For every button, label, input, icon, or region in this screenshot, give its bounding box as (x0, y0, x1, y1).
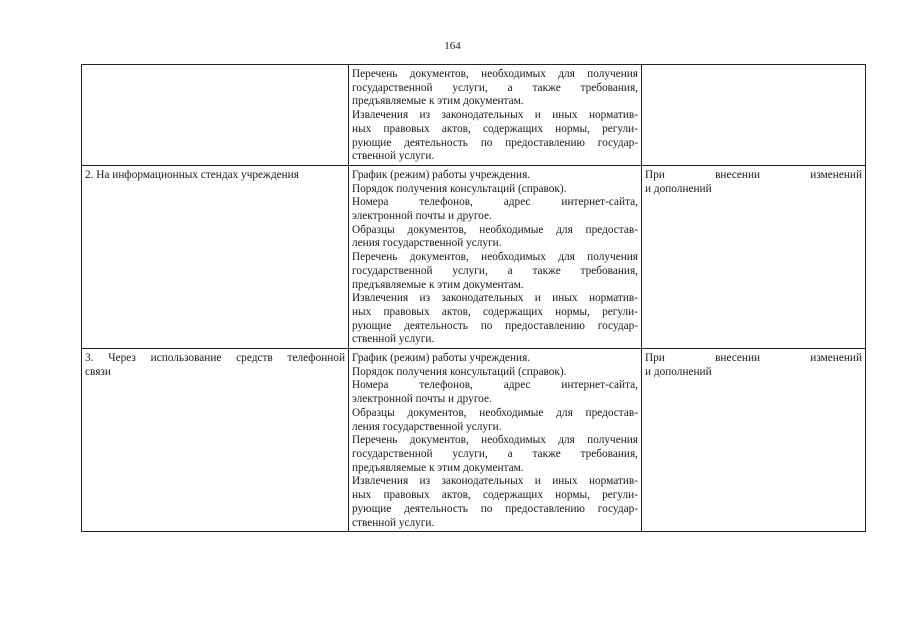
cell-text-line: государственной услуги, а также требования, (352, 447, 638, 460)
cell-text-line: График (режим) работы учреждения. (352, 352, 531, 365)
cell-text-line: Перечень документов, необходимых для получения (352, 251, 638, 264)
table-body (82, 65, 866, 532)
cell-text-line: При внесении изменений (645, 352, 862, 365)
cell-text-line: предъявляемые к этим документам. (352, 461, 524, 474)
table-row (82, 349, 866, 532)
table-row (82, 165, 866, 348)
cell-frequency (642, 165, 866, 348)
cell-text-line: связи (85, 365, 111, 378)
cell-text-line: и дополнений (645, 182, 712, 195)
cell-text-line: ных правовых актов, содержащих нормы, регули- (352, 489, 638, 502)
cell-text-line: При внесении изменений (645, 168, 862, 181)
cell-frequency (642, 65, 866, 166)
cell-text-line: 3. Через использование средств телефонной (85, 352, 345, 365)
cell-text-line: рующие деятельность по предоставлению государ- (352, 136, 638, 149)
cell-text-line: ления государственной услуги. (352, 237, 502, 250)
cell-text-line: ственной услуги. (352, 150, 435, 163)
cell-text-line: Образцы документов, необходимые для предостав- (352, 406, 638, 419)
cell-content (349, 165, 642, 348)
cell-text-line: ственной услуги. (352, 516, 435, 529)
cell-text-line: государственной услуги, а также требования, (352, 264, 638, 277)
cell-text-line: и дополнений (645, 365, 712, 378)
cell-text-line: Порядок получения консультаций (справок). (352, 365, 567, 378)
cell-text-line: Перечень документов, необходимых для получения (352, 68, 638, 80)
cell-content (349, 349, 642, 532)
cell-text-line: 2. На информационных стендах учреждения (85, 168, 299, 181)
table-row (82, 65, 866, 166)
cell-text-line: ственной услуги. (352, 333, 435, 346)
cell-text-line: Извлечения из законодательных и иных норматив- (352, 475, 638, 488)
cell-text-line: ления государственной услуги. (352, 420, 502, 433)
cell-text-line: электронной почты и другое. (352, 210, 492, 223)
cell-frequency (642, 349, 866, 532)
cell-text-line: электронной почты и другое. (352, 393, 492, 406)
cell-text-line: государственной услуги, а также требования, (352, 81, 638, 94)
info-table (81, 64, 866, 532)
page-number: 164 (444, 40, 461, 52)
cell-text-line: Извлечения из законодательных и иных норматив- (352, 292, 638, 305)
cell-text-line: рующие деятельность по предоставлению государ- (352, 502, 638, 515)
cell-text-line: ных правовых актов, содержащих нормы, регули- (352, 122, 638, 135)
cell-place (82, 165, 349, 348)
cell-text-line: рующие деятельность по предоставлению государ- (352, 319, 638, 332)
cell-text-line: Номера телефонов, адрес интернет-сайта, (352, 379, 638, 392)
cell-text-line: График (режим) работы учреждения. (352, 168, 531, 181)
cell-text-line: Образцы документов, необходимые для предостав- (352, 223, 638, 236)
cell-text-line: ных правовых актов, содержащих нормы, регули- (352, 305, 638, 318)
cell-content (349, 65, 642, 166)
cell-text-line: предъявляемые к этим документам. (352, 278, 524, 291)
cell-text-line: Номера телефонов, адрес интернет-сайта, (352, 196, 638, 209)
cell-place (82, 65, 349, 166)
cell-text-line: Перечень документов, необходимых для получения (352, 434, 638, 447)
cell-place (82, 349, 349, 532)
cell-text-line: предъявляемые к этим документам. (352, 95, 524, 108)
cell-text-line: Порядок получения консультаций (справок). (352, 182, 567, 195)
cell-text-line: Извлечения из законодательных и иных норматив- (352, 109, 638, 122)
